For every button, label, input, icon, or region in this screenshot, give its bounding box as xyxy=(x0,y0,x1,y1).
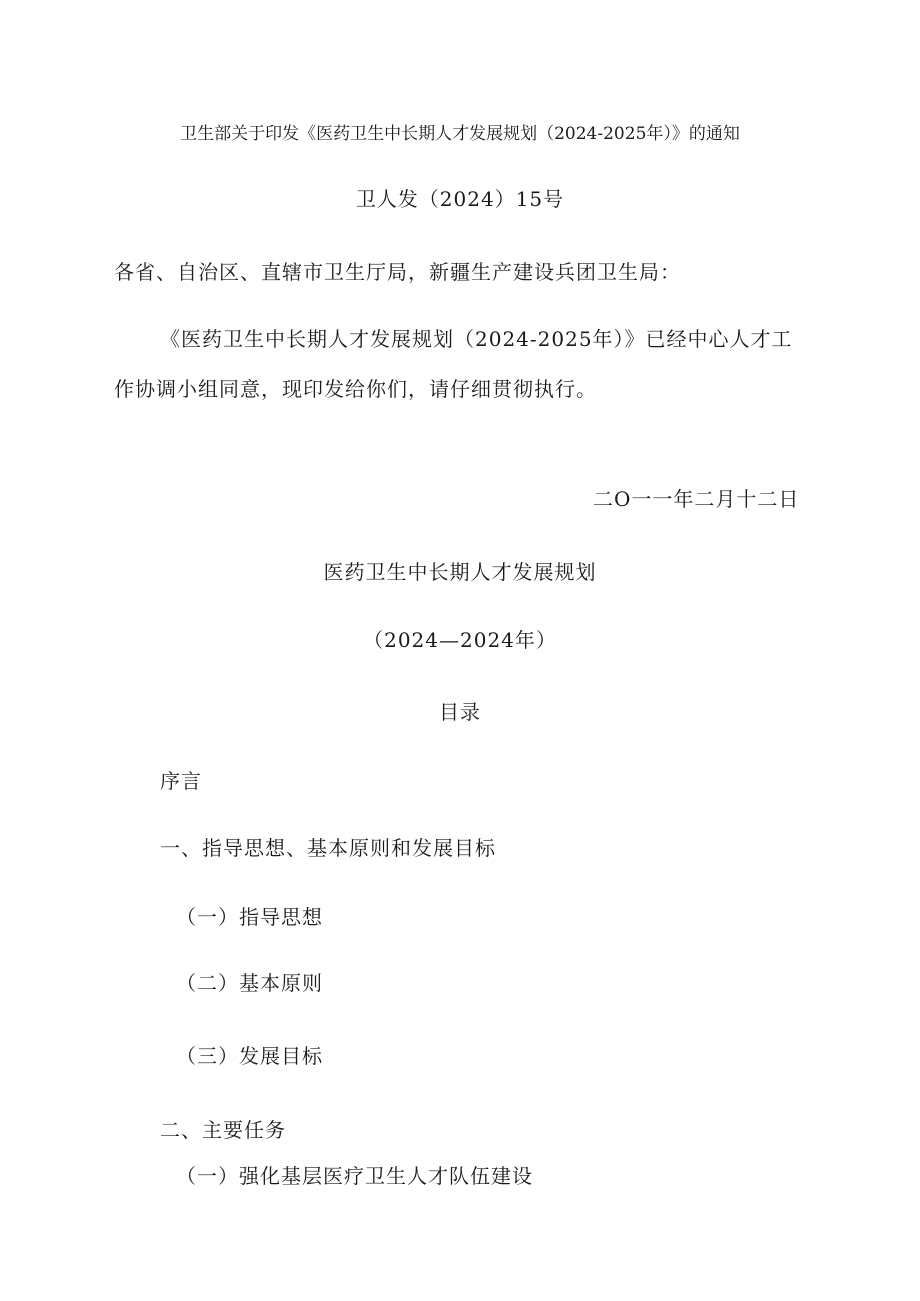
toc-subitem-development-goals: （三）发展目标 xyxy=(176,1044,323,1068)
toc-item-preface: 序言 xyxy=(160,769,202,793)
toc-heading: 目录 xyxy=(439,700,481,724)
notice-title: 卫生部关于印发《医药卫生中长期人才发展规划（2024-2025年）》的通知 xyxy=(180,124,740,144)
toc-item-section-1: 一、指导思想、基本原则和发展目标 xyxy=(160,836,496,860)
document-number: 卫人发（2024）15号 xyxy=(355,187,565,211)
toc-subitem-guiding-ideology: （一）指导思想 xyxy=(176,905,323,929)
notice-body-line-1: 《医药卫生中长期人才发展规划（2024-2025年）》已经中心人才工 xyxy=(160,327,793,351)
toc-subitem-basic-principles: （二）基本原则 xyxy=(176,971,323,995)
notice-body-line-2: 作协调小组同意，现印发给你们，请仔细贯彻执行。 xyxy=(114,377,597,401)
plan-title: 医药卫生中长期人才发展规划 xyxy=(323,560,597,584)
toc-subitem-grassroots-talent: （一）强化基层医疗卫生人才队伍建设 xyxy=(176,1164,533,1188)
notice-date: 二O一一年二月十二日 xyxy=(593,487,800,511)
toc-item-section-2: 二、主要任务 xyxy=(160,1118,286,1142)
plan-years: （2024—2024年） xyxy=(363,628,557,652)
addressee-line: 各省、自治区、直辖市卫生厅局，新疆生产建设兵团卫生局： xyxy=(114,260,681,284)
